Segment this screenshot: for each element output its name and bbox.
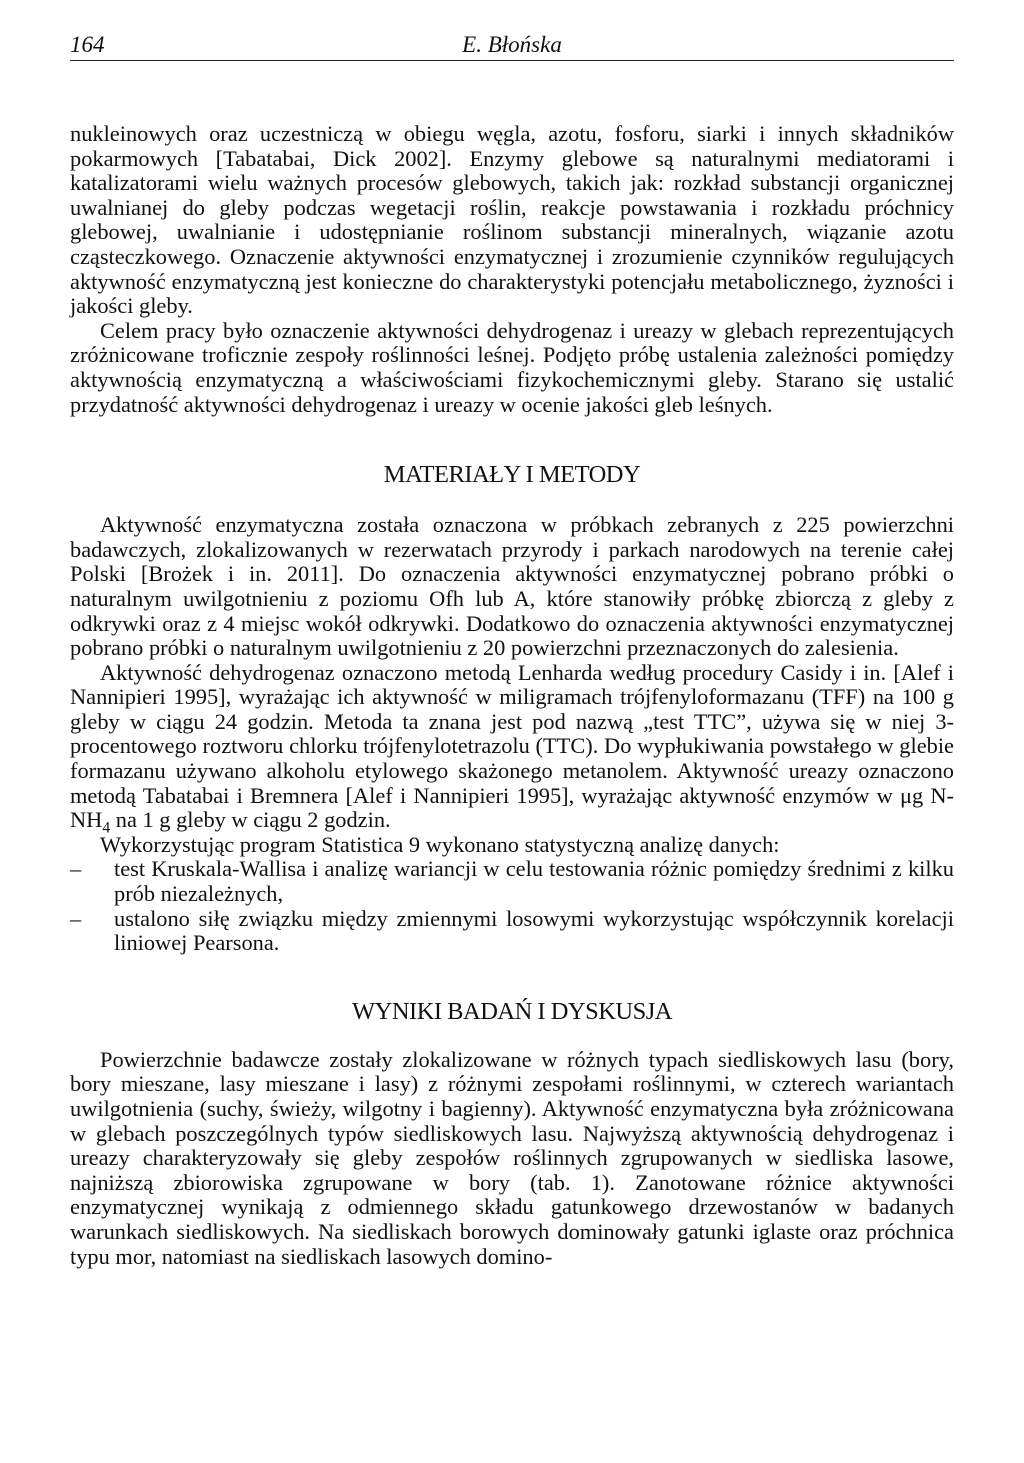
results-paragraph-1: Powierzchnie badawcze zostały zlokalizowane w różnych typach siedliskowych lasu (bory, bory mieszane, lasy mieszane i lasy) z różnymi zespołami roślinnymi, w czterech wariantach uwilgotnienia (suchy, świeży, wilgotny i bagienny). Aktywność enzymatyczna była zróżnicowana w glebach poszczególnych typów siedliskowych lasu. Najwyższą aktywnością dehydrogenaz i ureazy charakteryzowały się gleby zespołów roślinnych zgrupowanych w siedliska lasowe, najniższą zbiorowiska zgrupowane w bory (tab. 1). Zanotowane różnice aktywności enzymatycznej wynikają z odmiennego składu gatunkowego drzewostanów w badanych warunkach siedliskowych. Na siedliskach borowych dominowały gatunki iglaste oraz próchnica typu mor, natomiast na siedliskach lasowych domino- [70, 1046, 954, 1269]
intro-paragraph-2: Celem pracy było oznaczenie aktywności dehydrogenaz i ureazy w glebach reprezentujących zróżnicowane troficznie zespoły roślinności leśnej. Podjęto próbę ustalenia zależności pomiędzy aktywnością enzymatyczną a właściwościami fizykochemicznymi gleby. Starano się ustalić przydatność aktywności dehydrogenaz i ureazy w ocenie jakości gleb leśnych. [70, 317, 954, 417]
methods-paragraph-2-text: Aktywność dehydrogenaz oznaczono metodą Lenharda według procedury Casidy i in. [Alef i Nannipieri 1995], wyrażając ich aktywność w miligramach trójfenyloformazanu (TFF) na 100 g gleby w ciągu 24 godzin. Metoda ta znana jest pod nazwą „test TTC”, używa się w niej 3-procentowego roztworu chlorku trójfenylotetrazolu (TTC). Do wypłukiwania powstałego w glebie formazanu używano alkoholu etylowego skażonego metanolem. Aktywność ureazy oznaczono metodą Tabatabai i Bremnera [Alef i Nannipieri 1995], wyrażając aktywność enzymów w μg N-NH [70, 659, 954, 833]
list-dash: – [70, 905, 82, 931]
list-dash: – [70, 856, 82, 882]
methods-paragraph-1: Aktywność enzymatyczna została oznaczona w próbkach zebranych z 225 powierzchni badawczych, zlokalizowanych w rezerwatach przyrody i parkach narodowych na terenie całej Polski [Brożek i in. 2011]. Do oznaczenia aktywności enzymatycznej pobrano próbki o naturalnym uwilgotnieniu z poziomu Ofh lub A, które stanowiły próbkę zbiorczą z gleby z odkrywki oraz z 4 miejsc wokół odkrywki. Dodatkowo do oznaczenia aktywności enzymatycznej pobrano próbki o naturalnym uwilgotnieniu z 20 powierzchni przeznaczonych do zalesienia. [70, 512, 954, 661]
results-section [70, 1048, 954, 1269]
intro-paragraph-1: nukleinowych oraz uczestniczą w obiegu węgla, azotu, fosforu, siarki i innych składników pokarmowych [Tabatabai, Dick 2002]. Enzymy glebowe są naturalnymi mediatorami i katalizatorami wielu ważnych procesów glebowych, takich jak: rozkład substancji organicznej uwalnianej do gleby podczas wegetacji roślin, reakcje powstawania i rozkładu próchnicy glebowej, uwalnianie i udostępnianie roślinom substancji mineralnych, wiązanie azotu cząsteczkowego. Oznaczenie aktywności enzymatycznej i zrozumienie czynników regulujących aktywność enzymatyczną jest konieczne do charakterystyki potencjału metabolicznego, żyzności i jakości gleby. [70, 121, 954, 319]
section-heading-results: WYNIKI BADAŃ I DYSKUSJA [352, 997, 672, 1025]
document-page [70, 22, 954, 1269]
methods-section [70, 513, 954, 956]
ammonium-subscript: 4 [102, 819, 111, 837]
methods-paragraph-2-end: na 1 g gleby w ciągu 2 godzin. [110, 807, 391, 833]
methods-paragraph-3: Wykorzystując program Statistica 9 wykonano statystyczną analizę danych: [100, 831, 780, 857]
list-item [70, 857, 954, 906]
list-item-text: test Kruskala-Wallisa i analizę wariancji w celu testowania różnic pomiędzy średnimi z kilku prób niezależnych, [114, 856, 954, 907]
methods-paragraph-2 [70, 659, 954, 837]
running-header [70, 22, 954, 61]
page-number: 164 [70, 32, 105, 57]
methods-list [70, 857, 954, 955]
intro-section [70, 122, 954, 417]
section-heading-methods: MATERIAŁY I METODY [383, 461, 641, 489]
running-author: E. Błońska [462, 32, 562, 57]
list-item-text: ustalono siłę związku między zmiennymi losowymi wykorzystując współczynnik korelacji liniowej Pearsona. [114, 905, 954, 956]
list-item [70, 907, 954, 956]
